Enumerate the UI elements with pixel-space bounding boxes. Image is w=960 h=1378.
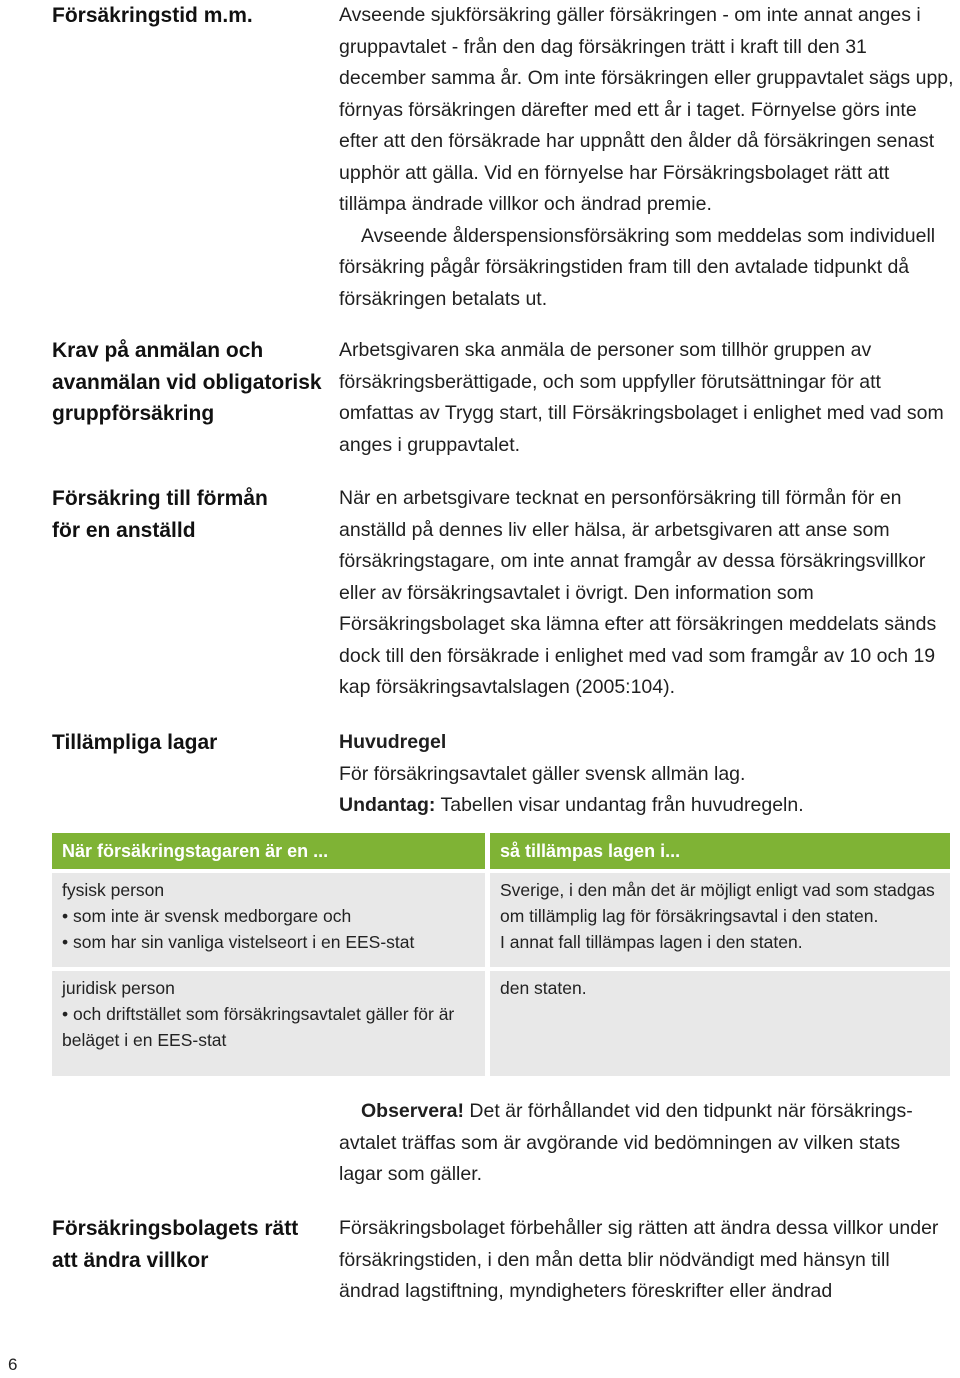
text-observera <box>339 1096 939 1191</box>
law-table <box>52 833 950 1076</box>
text-undantag: Tabellen visar undantag från huvudregeln. <box>435 794 804 816</box>
table-cell-juridisk-lag <box>490 971 950 1076</box>
text-observera-body: Det är förhållandet vid den tidpunkt när försäkringsavtalet träffas som är avgörande vid bedömningen av vilken stats lagar som gäller. <box>339 1100 913 1185</box>
text-forman <box>339 483 954 704</box>
subheading-huvudregel: Huvudregel <box>339 731 447 753</box>
cell-line: Sverige, i den mån det är möjligt enligt vad som stadgas om tillämplig lag för försäkringsavtal i den staten. <box>500 880 935 926</box>
paragraph-observera <box>339 1096 939 1191</box>
heading-forsakringstid: Försäkringstid m.m. <box>52 4 253 27</box>
cell-line: den staten. <box>500 978 587 998</box>
paragraph-forman: När en arbetsgivare tecknat en personförsäkring till förmån för en anställd på dennes liv eller hälsa, är arbetsgivaren att anse som försäkringstagare, om inte annat framgår av dessa försäkringsvillkor eller av försäkringsavtalet i övrigt. Den information som Försäkringsbolaget ska lämna efter att försäkringen meddelats sänds dock till den försäkrade i enlighet med vad som framgår av 10 och 19 kap försäkringsavtalslagen (2005:104). <box>339 487 937 698</box>
text-ratt-andra-villkor <box>339 1213 939 1308</box>
page-number: 6 <box>8 1355 18 1374</box>
table-cell-juridisk-person <box>52 971 485 1076</box>
paragraph-krav-anmalan: Arbetsgivaren ska anmäla de personer som tillhör gruppen av försäkringsberättigade, och som uppfyller förutsättningar för att omfattas av Trygg start, till Försäkringsbolaget i enlighet med vad som anges i gruppavtalet. <box>339 339 944 456</box>
cell-bullet: • som inte är svensk medborgare och <box>62 906 352 926</box>
paragraph-huvudregel: För försäkringsavtalet gäller svensk allmän lag. <box>339 762 746 785</box>
paragraph-undantag <box>339 790 954 822</box>
label-undantag: Undantag: <box>339 794 436 816</box>
heading-forman: Försäkring till förmån för en anställd <box>52 487 268 542</box>
table-header-left: När försäkringstagaren är en ... <box>52 833 485 869</box>
label-observera: Observera! <box>361 1100 464 1122</box>
text-krav-anmalan <box>339 335 954 461</box>
heading-krav-anmalan: Krav på anmälan och avanmälan vid obligatorisk gruppförsäkring <box>52 339 322 425</box>
heading-tillampliga-lagar: Tillämpliga lagar <box>52 731 218 754</box>
cell-bullet: • som har sin vanliga vistelseort i en EES-stat <box>62 932 415 952</box>
table-cell-fysisk-person <box>52 873 485 967</box>
text-forsakringstid <box>339 0 954 315</box>
heading-ratt-andra-villkor: Försäkringsbolagets rätt att ändra villkor <box>52 1217 299 1272</box>
cell-line: fysisk person <box>62 880 165 900</box>
paragraph-ratt-andra-villkor: Försäkringsbolaget förbehåller sig rätten att ändra dessa villkor under försäkringstiden, i den mån detta blir nödvändigt med hänsyn till ändrad lagstiftning, myndigheters föreskrifter eller ändrad <box>339 1217 939 1302</box>
paragraph-alderspension: Avseende ålderspensionsförsäkring som meddelas som individuell försäkring pågår försäkringstiden fram till den avtalade tidpunkt då försäkringen betalats ut. <box>339 224 936 310</box>
table-header-right: så tillämpas lagen i... <box>490 833 950 869</box>
paragraph-sjukforsakring: Avseende sjukförsäkring gäller försäkringen - om inte annat anges i gruppavtalet - från den dag försäkringen trätt i kraft till den 31 december samma år. Om inte försäkringen eller gruppavtalet sägs upp, förnyas försäkringen därefter med ett år i taget. Förnyelse görs inte efter att den försäkrade har uppnått den ålder då försäkringen senast upphör att gälla. Vid en förnyelse har Försäkringsbolaget rätt att tillämpa ändrade villkor och ändrad premie. <box>339 4 954 215</box>
table-cell-fysisk-lag <box>490 873 950 967</box>
cell-bullet: • och driftstället som försäkringsavtalet gäller för är beläget i en EES-stat <box>62 1004 455 1050</box>
cell-line: I annat fall tillämpas lagen i den staten. <box>500 932 803 952</box>
cell-line: juridisk person <box>62 978 175 998</box>
text-tillampliga-lagar <box>339 727 954 822</box>
